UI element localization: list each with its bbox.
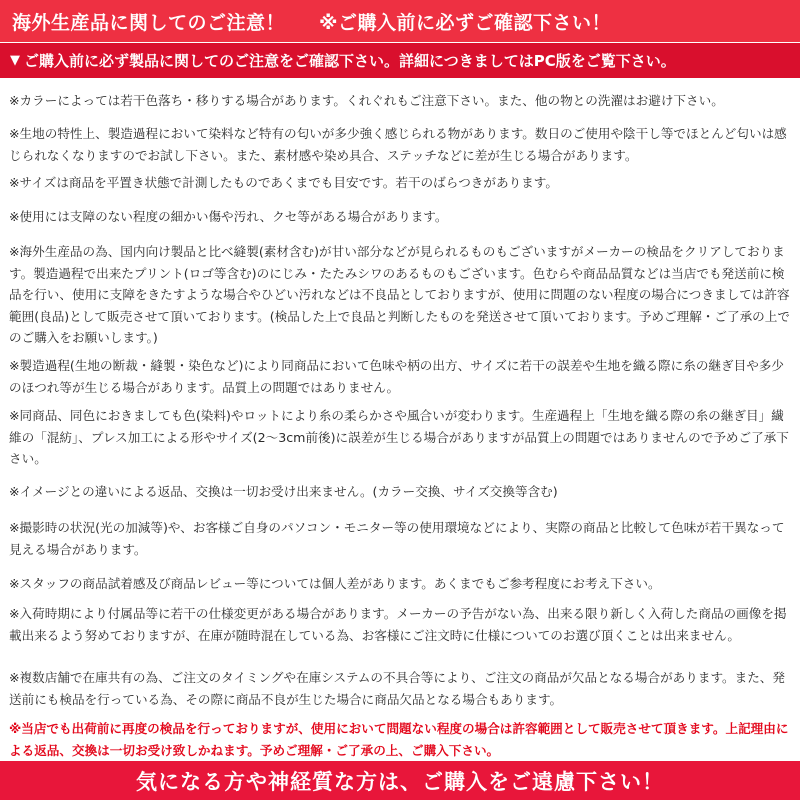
note-spec-change: ※入荷時期により付属品等に若干の仕様変更がある場合があります。メーカーの予告がない為、出来る限り新しく入荷した商品の画像を掲載出来るよう努めておりますが、在庫が随時混在している為、お客様にご注文時に仕様についてのお選び頂くことは出来ません。	[9, 606, 787, 643]
note-warning-recheck: ※当店でも出荷前に再度の検品を行っておりますが、使用において問題ない程度の場合は許容範囲として販売させて頂きます。上記理由による返品、交換は一切お受け致しかねます。予めご理解・ご了承の上、ご購入下さい。	[9, 721, 789, 758]
note-staff-review: ※スタッフの商品試着感及び商品レビュー等については個人差があります。あくまでもご参考程度にお考え下さい。	[9, 576, 661, 591]
note-color-transfer: ※カラーによっては若干色落ち・移りする場合があります。くれぐれもご注意下さい。また、他の物との洗濯はお避け下さい。	[9, 93, 724, 108]
footer-banner	[0, 761, 800, 800]
note-manufacturing: ※製造過程(生地の断裁・縫製・染色など)により同商品において色味や柄の出方、サイズに若干の誤差や生地を織る際に糸の継ぎ目や多少のほつれ等が生じる場合があります。品質上の問題ではありません。	[9, 358, 784, 395]
header-title-left: 海外生産品に関してのご注意！	[12, 11, 286, 34]
note-no-returns: ※イメージとの違いによる返品、交換は一切お受け出来ません。(カラー交換、サイズ交換等含む)	[9, 484, 558, 499]
footer-text: 気になる方や神経質な方は、ご購入をご遠慮下さい！	[136, 769, 664, 794]
header-title-right: ※ご購入前に必ずご確認下さい！	[319, 11, 611, 34]
note-shared-stock: ※複数店舗で在庫共有の為、ご注文のタイミングや在庫システムの不具合等により、ご注文の商品が欠品となる場合があります。また、発送前にも検品を行っている為、その際に商品不良が生じた場合に商品欠品となる場合もあります。	[9, 670, 785, 707]
note-same-product: ※同商品、同色におきましても色(染料)やロットにより糸の柔らかさや風合いが変わります。生産過程上「生地を織る際の糸の継ぎ目」繊維の「混紡」、プレス加工による形やサイズ(2〜3cm前後)に誤差が生じる場合がありますが品質上の問題ではありませんので予めご了承下さい。	[9, 408, 789, 466]
note-fabric-smell: ※生地の特性上、製造過程において染料など特有の匂いが多少強く感じられる物があります。数日のご使用や陰干し等でほとんど匂いは感じられなくなりますのでお試し下さい。また、素材感や染め具合、ステッチなどに差が生じる場合があります。	[9, 126, 787, 163]
note-overseas-quality: ※海外生産品の為、国内向け製品と比べ縫製(素材含む)が甘い部分などが見られるものもございますがメーカーの検品をクリアしております。製造過程で出来たプリント(ロゴ等含む)のにじみ・たたみシワのあるものもございます。色むらや商品品質などは当店でも発送前に検品を行い、使用に支障をきたすような場合やひどい汚れなどは不良品としておりますが、使用に問題のない程度の場合につきましては許容範囲(良品)として販売させて頂いております。(検品した上で良品と判断したものを発送させて頂いております。予めご理解・ご了承の上でのご購入をお願いします。)	[9, 244, 790, 345]
header-banner	[0, 0, 800, 42]
note-photo-color: ※撮影時の状況(光の加減等)や、お客様ご自身のパソコン・モニター等の使用環境などにより、実際の商品と比較して色味が若干異なって見える場合があります。	[9, 520, 785, 557]
notice-bar	[0, 43, 800, 78]
note-size-measure: ※サイズは商品を平置き状態で計測したものであくまでも目安です。若干のばらつきがあります。	[9, 175, 558, 190]
down-triangle-icon: ▼	[10, 53, 20, 68]
note-minor-damage: ※使用には支障のない程度の細かい傷や汚れ、クセ等がある場合があります。	[9, 209, 448, 224]
notice-text: ご購入前に必ず製品に関してのご注意をご確認下さい。詳細につきましてはPC版をご覧下さい。	[24, 52, 676, 70]
